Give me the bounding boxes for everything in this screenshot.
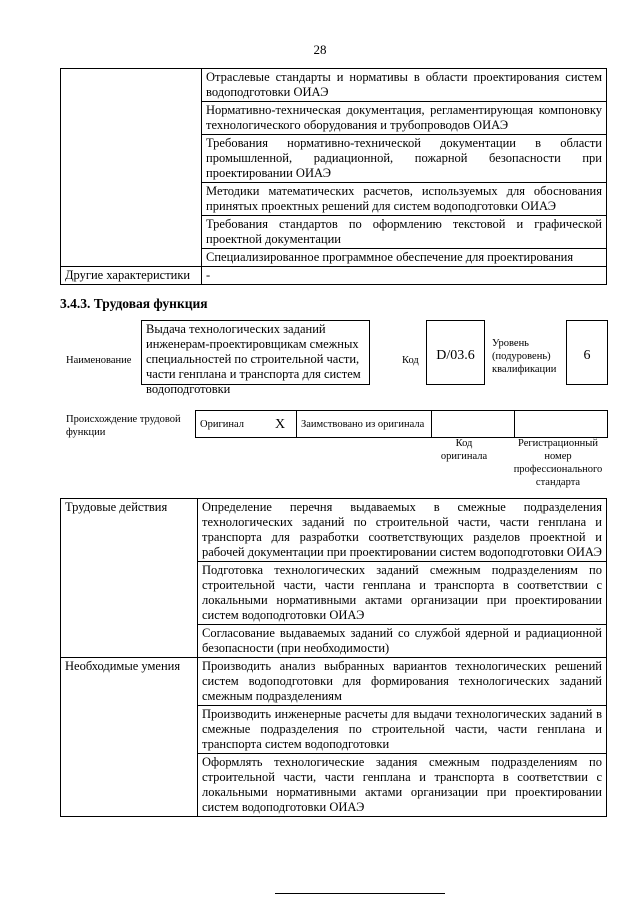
origin-label: Происхождение трудовой функции	[66, 414, 181, 438]
qualification-level-label: Уровень (подуровень) квалификации	[492, 338, 557, 375]
section-title: 3.4.3. Трудовая функция	[60, 296, 208, 311]
knowledge-label-cell	[61, 69, 202, 267]
original-code-caption: Код оригинала	[440, 438, 488, 462]
other-characteristics-label: Другие характеристики	[61, 267, 202, 285]
function-details-table	[60, 498, 607, 817]
action-item: Определение перечня выдаваемых в смежные подразделения технологических заданий по строительной части, части генплана и транспорта для разработки соответствующих разделов проектной и рабочей документации при проектировании систем водоподготовки ОИАЭ	[198, 499, 607, 562]
page-number: 28	[313, 42, 327, 57]
reg-number-caption: Регистрационный номер профессионального стандарта	[513, 438, 603, 488]
other-characteristics-value: -	[202, 267, 607, 285]
knowledge-item: Специализированное программное обеспечение для проектирования	[202, 249, 607, 267]
origin-table	[195, 410, 608, 438]
actions-label: Трудовые действия	[61, 499, 198, 658]
action-item: Согласование выдаваемых заданий со службой ядерной и радиационной безопасности (при необходимости)	[198, 625, 607, 658]
skills-label: Необходимые умения	[61, 658, 198, 817]
code-label: Код	[402, 355, 419, 366]
knowledge-item: Отраслевые стандарты и нормативы в области проектирования систем водоподготовки ОИАЭ	[202, 69, 607, 102]
qualification-level-box: 6	[566, 320, 608, 385]
skill-item: Производить анализ выбранных вариантов технологических решений систем водоподготовки для формирования технологических заданий смежным подразделениям	[198, 658, 607, 706]
original-mark: X	[264, 411, 297, 438]
knowledge-table	[60, 68, 607, 285]
bottom-divider	[275, 893, 445, 894]
action-item: Подготовка технологических заданий смежным подразделениям по строительной части, части генплана и транспорта в соответствии с локальными нормативными актами организации при проектировании систем водоподготовки ОИАЭ	[198, 562, 607, 625]
knowledge-item: Методики математических расчетов, используемых для обоснования принятых проектных решений для систем водоподготовки ОИАЭ	[202, 183, 607, 216]
name-label: Наименование	[66, 355, 132, 366]
borrowed-label: Заимствовано из оригинала	[297, 411, 432, 438]
function-name-box: Выдача технологических заданий инженерам-проектировщикам смежных специальностей по строительной части, части генплана и транспорта для систем водоподготовки	[141, 320, 370, 385]
skill-item: Оформлять технологические задания смежным подразделениям по строительной части, части генплана и транспорта в соответствии с локальными нормативными актами организации при проектировании систем водоподготовки ОИАЭ	[198, 754, 607, 817]
original-label: Оригинал	[196, 411, 265, 438]
knowledge-item: Требования нормативно-технической документации в области промышленной, радиационной, пожарной безопасности при проектировании ОИАЭ	[202, 135, 607, 183]
skill-item: Производить инженерные расчеты для выдачи технологических заданий в смежные подразделения по строительной части, части генплана и транспорта систем водоподготовки	[198, 706, 607, 754]
function-code-box: D/03.6	[426, 320, 485, 385]
knowledge-item: Нормативно-техническая документация, регламентирующая компоновку технологического оборудования и трубопроводов ОИАЭ	[202, 102, 607, 135]
original-code-cell	[432, 411, 515, 438]
knowledge-item: Требования стандартов по оформлению текстовой и графической проектной документации	[202, 216, 607, 249]
reg-number-cell	[515, 411, 608, 438]
